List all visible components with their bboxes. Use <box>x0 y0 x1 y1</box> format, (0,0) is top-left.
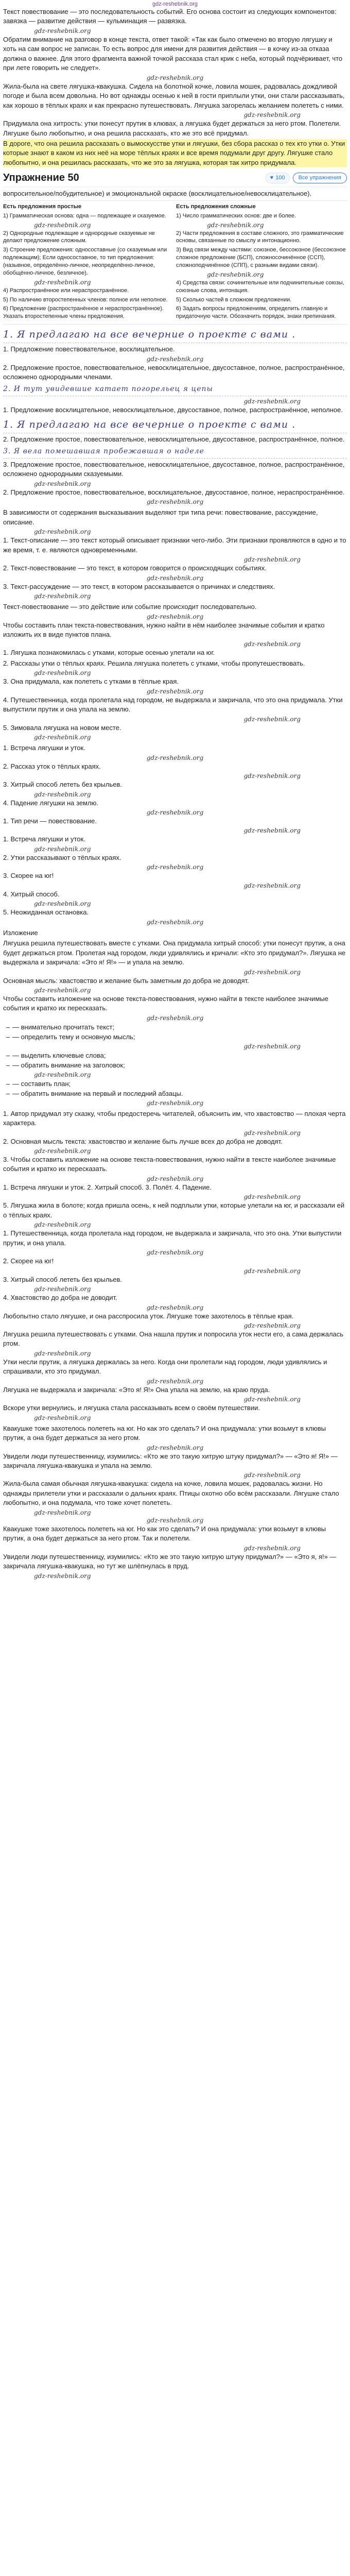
simple-item: 5) По наличию второстепенных членов: полное или неполное. <box>3 296 168 303</box>
plan-block <box>3 602 347 741</box>
watermark: gdz-reshebnik.org <box>34 1221 91 1229</box>
final-block <box>3 1424 347 1580</box>
watermark: gdz-reshebnik.org <box>243 1321 301 1329</box>
heading-item: 3. Хитрый способ лететь без крыльев. <box>3 781 122 789</box>
summary-text: Лягушка решила путешествовать вместе с утками. Она придумала хитрый способ: утки понесут прутик, а она будет держаться ртом. Пролетая над городом, люди удивлялись и кричали: «Кто это придумал?». Лягушка не выдержала и закричала: «Это я! Я!» — и упала на землю. <box>3 939 346 967</box>
sentence-analysis: 2. Предложение простое, повествовательное, невосклицательное, двусоставное, полное, распространённое, осложнено однородными членами. <box>3 363 345 381</box>
intro-paragraph-2: Обратим внимание на разговор в конце текста, ответ такой: «Так как было отмечено во вторую лягушку и хоть на сам вопрос не записан. То есть вопрос для имени для развития действия — в кочку из-за отказа должна о важнее. Для этого фрагмента важной точкой рассказа стал крик с неба, который подчёркивает, что при лете говорить не следует». <box>3 35 343 72</box>
retell-line: 1. Путешественница, когда пролетала над городом, не выдержала и закричала, что это она. Утки выпустили прутик, и она упала. <box>3 1229 342 1247</box>
watermark: gdz-reshebnik.org <box>34 1572 91 1580</box>
sentence-analysis: 3. Предложение простое, повествовательное, невосклицательное, двусоставное, полное, распространённое, осложнено однородными сказуемыми. <box>3 461 345 478</box>
all-exercises-button[interactable]: Все упражнения <box>293 173 347 184</box>
watermark: gdz-reshebnik.org <box>146 809 204 816</box>
sentence-analysis: 1. Предложение повествовательное, восклицательное. <box>3 345 175 353</box>
theory-line: 3. Текст-рассуждение — это текст, в котором рассказывается о причинах и следствиях. <box>3 582 275 590</box>
watermark: gdz-reshebnik.org <box>146 1303 204 1311</box>
sentence-analysis: 2. Предложение простое, повествовательное, восклицательное, двусоставное, полное, нераспространённое. <box>3 488 345 496</box>
retell-line: 2. Основная мысль текста: хвастовство и желание быть лучше всех до добра не доводят. <box>3 1137 283 1145</box>
heart-icon: ♥ <box>270 174 274 181</box>
summary-text: Основная мысль: хвастовство и желание быть заметным до добра не доводят. <box>3 976 249 985</box>
watermark: gdz-reshebnik.org <box>243 968 301 976</box>
watermark: gdz-reshebnik.org <box>146 74 204 81</box>
heading-item: 2. Утки рассказывают о тёплых краях. <box>3 853 121 861</box>
watermark: gdz-reshebnik.org <box>243 640 301 648</box>
complex-column-title: Есть предложения сложные <box>176 204 256 210</box>
final-paragraph: Жила-была самая обычная лягушка-квакушка: сидела на кочке, ловила мошек, радовалась жизни. Но однажды прилетели утки и рассказали о дальних краях. Птицы охотно обо всём рассказали. Лягушке стало любопытно, и она подумала, что тоже хочет полететь. <box>3 1480 339 1507</box>
watermark: gdz-reshebnik.org <box>34 592 91 600</box>
watermark: gdz-reshebnik.org <box>34 1071 91 1078</box>
watermark: gdz-reshebnik.org <box>34 1414 91 1421</box>
watermark: gdz-reshebnik.org <box>243 111 301 119</box>
watermark: gdz-reshebnik.org <box>146 355 204 363</box>
heading-item: 2. Рассказ уток о тёплых краях. <box>3 762 101 770</box>
watermark: gdz-reshebnik.org <box>243 715 301 723</box>
watermark: gdz-reshebnik.org <box>34 900 91 908</box>
complex-item: 5) Сколько частей в сложном предложении. <box>176 296 292 303</box>
plan-note: Чтобы составить план текста-повествования, нужно найти в нём наиболее значимые события и кратко изложить их в виде пунктов плана. <box>3 621 325 639</box>
simple-item: 2) Однородные подлежащие и однородные сказуемые не делают предложение сложным. <box>3 230 155 244</box>
complex-column <box>176 203 347 322</box>
simple-column <box>3 203 174 322</box>
summary-bullet: – — обратить внимание на заголовок; <box>3 1061 347 1070</box>
theory-line: 2. Текст-повествование — это текст, в котором говорится о происходящих событиях. <box>3 564 267 572</box>
retell-line: 1. Встреча лягушки и уток. 2. Хитрый способ. 3. Полёт. 4. Падение. <box>3 1183 212 1191</box>
exercise-header <box>3 170 347 187</box>
watermark: gdz-reshebnik.org <box>34 278 91 286</box>
like-count: 100 <box>275 174 285 181</box>
retell-block <box>3 1109 347 1422</box>
watermark: gdz-reshebnik.org <box>34 986 91 994</box>
plan-intro: Текст-повествование — это действие или событие происходит последовательно. <box>3 603 257 611</box>
watermark: gdz-reshebnik.org <box>146 1014 204 1022</box>
watermark: gdz-reshebnik.org <box>146 1249 204 1257</box>
highlighted-paragraph: В дороге, что она решила рассказать о вымоскусстве утки и лягушки, без сбора рассказ о тех кто утки о. Утки которые знают в каком из них неё на море тёплых краях и все время подумали друг другу. Лягушке стало любопытно, и она решилась рассказать, что же это за лягушка, которая так хитро придумала. <box>3 139 347 167</box>
watermark: gdz-reshebnik.org <box>146 1099 204 1107</box>
watermark: gdz-reshebnik.org <box>243 398 301 405</box>
retell-line: Вскоре утки вернулись, и лягушка стала рассказывать всем о своём путешествии. <box>3 1404 260 1412</box>
watermark: gdz-reshebnik.org <box>34 27 91 35</box>
watermark: gdz-reshebnik.org <box>146 863 204 871</box>
exercise-actions <box>266 173 347 184</box>
watermark: gdz-reshebnik.org <box>34 790 91 798</box>
retell-line: 5. Лягушка жила в болоте; когда пришла осень, к ней подплыли утки, которые улетали на юг, и рассказали ей о тёплых краях. <box>3 1201 345 1219</box>
simple-column-title: Есть предложения простые <box>3 204 82 210</box>
watermark: gdz-reshebnik.org <box>146 574 204 582</box>
watermark: gdz-reshebnik.org <box>34 669 91 677</box>
heading-item: 1. Встреча лягушки и уток. <box>3 744 85 752</box>
complex-item: 2) Части предложения в составе сложного, это грамматические основы, связанные по смыслу и интонационно. <box>176 230 344 244</box>
watermark: gdz-reshebnik.org <box>243 1544 301 1552</box>
final-paragraph: Увидели люди путешественницу, изумились: «Кто же это такую хитрую штуку придумал?» — «Это я, я!» — закричала лягушка-квакушка, но тут же шлёпнулась в пруд. <box>3 1552 337 1570</box>
headings-block <box>3 743 347 926</box>
summary-title: Изложение <box>3 928 38 937</box>
heading-item: 5. Неожиданная остановка. <box>3 908 89 917</box>
watermark: gdz-reshebnik.org <box>146 918 204 926</box>
simple-item: 6) Предложение (распространённое и нераспространённое). Указать второстепенные члены предложения. <box>3 306 164 320</box>
handwritten-sentence-3: 1. Я предлагаю на все вечерние о проекте с вами . <box>3 417 347 433</box>
heading-item: 1. Тип речи — повествование. <box>3 817 97 825</box>
plan-item: 3. Она придумала, как полететь с утками в тёплые края. <box>3 677 179 686</box>
summary-bullet: – — выделить ключевые слова; <box>3 1051 347 1060</box>
complex-item: 4) Средства связи: сочинительные или подчинительные союзы, союзные слова, интонация. <box>176 279 344 294</box>
exercise-task: вопросительное/побудительное) и эмоциональной окраске (восклицательное/невосклицательное). <box>3 189 312 197</box>
plan-item: 2. Рассказы утки о тёплых краях. Решила лягушка полететь с утками, чтобы пропутешествовать. <box>3 659 305 667</box>
sentence-analysis: 2. Предложение простое, повествовательное, невосклицательное, двусоставное, распространённое, полное. <box>3 435 345 443</box>
retell-line: 4. Хвастовство до добра не доводит. <box>3 1294 117 1302</box>
plan-item: 4. Путешественница, когда пролетала над городом, не выдержала и закричала, что это она придумала. Утки выпустили прутик и она упала на землю. <box>3 696 343 714</box>
retell-line: Любопытно стало лягушке, и она расспросила уток. Лягушке тоже захотелось в тёплые края. <box>3 1312 294 1320</box>
watermark: gdz-reshebnik.org <box>34 845 91 853</box>
simple-item: 4) Распространённое или нераспространённое. <box>3 287 129 294</box>
watermark: gdz-reshebnik.org <box>207 221 264 229</box>
comparison-table <box>3 200 347 325</box>
retell-line: Лягушка решила путешествовать с утками. Она нашла прутик и попросила уток нести его, а сама держалась ртом. <box>3 1330 344 1348</box>
watermark: gdz-reshebnik.org <box>146 1377 204 1385</box>
watermark: gdz-reshebnik.org <box>243 1129 301 1137</box>
complex-item: 6) Задать вопросы предложениям, определить главную и придаточную части. Обозначить порядок, знаки препинания. <box>176 306 336 320</box>
plan-item: 1. Лягушка познакомилась с утками, которые осенью улетали на юг. <box>3 649 215 657</box>
complex-item: 1) Число грамматических основ: две и более. <box>176 212 296 219</box>
watermark: gdz-reshebnik.org <box>146 498 204 506</box>
watermark: gdz-reshebnik.org <box>146 754 204 761</box>
watermark: gdz-reshebnik.org <box>243 556 301 564</box>
watermark: gdz-reshebnik.org <box>243 827 301 835</box>
watermark: gdz-reshebnik.org <box>34 1285 91 1293</box>
retell-line: 2. Скорее на юг! <box>3 1257 54 1265</box>
summary-bullet: – — определить тему и основную мысль; <box>3 1032 347 1042</box>
summary-bullet: – — составить план; <box>3 1079 347 1089</box>
final-paragraph: Квакушке тоже захотелось полететь на юг. Но как это сделать? И она придумала: утки возьмут в клювы прутик, а она будет держаться за него ртом. <box>3 1424 326 1442</box>
intro-paragraph-3: Жила-была на свете лягушка-квакушка. Сидела на болотной кочке, ловила мошек, радовалась дождливой погоде и была всем довольна. Но вот однажды осенью к ней в гости приплыли утки, они стали рассказывать, как хорошо в тёплых краях и как прекрасно путешествовать. Лягушка загорелась желанием полететь с ними. <box>3 82 345 109</box>
summary-text: Чтобы составить изложение на основе текста-повествования, нужно найти в тексте наиболее значимые события и кратко их пересказать. <box>3 994 328 1012</box>
intro-paragraph-4: Придумала она хитрость: утки понесут прутик в клювах, а лягушка будет держаться за него ртом. Полетели. Лягушке было любопытно, и она решила рассказать, кто же это всё придумал. <box>3 120 341 137</box>
summary-bullet: – — внимательно прочитать текст; <box>3 1023 347 1032</box>
watermark: gdz-reshebnik.org <box>146 1175 204 1182</box>
complex-item: 3) Вид связи между частями: союзное, бессоюзное (бессоюзное сложное предложение (БСП), сложносочинённое (ССП), сложноподчинённое (СПП), с разными видами связи). <box>176 247 346 269</box>
retell-line: 3. Хитрый способ лететь без крыльев. <box>3 1275 122 1283</box>
watermark: gdz-reshebnik.org <box>34 480 91 487</box>
handwritten-sentence-4: 3. Я вела помешавшая пробежавшая о наделе <box>3 446 347 459</box>
watermark: gdz-reshebnik.org <box>207 270 264 278</box>
watermark: gdz-reshebnik.org <box>146 1444 204 1451</box>
watermark: gdz-reshebnik.org <box>243 1471 301 1479</box>
retell-line: 3. Чтобы составить изложение на основе текста-повествования, нужно найти в тексте наиболее значимые события и кратко их пересказать. <box>3 1155 336 1173</box>
final-paragraph: Увидели люди путешественницу, изумились: «Кто же это такую хитрую штуку придумал?» — «Это я! Я!» — закричала лягушка-квакушка и упала на землю. <box>3 1452 338 1470</box>
simple-item: 3) Строение предложения: односоставные (со сказуемым или подлежащим); Если односоставное, то тип предложения: (назывное, определённо-личное, неопределённо-личное, обобщённо-личное, безличное). <box>3 247 167 276</box>
watermark: gdz-reshebnik.org <box>34 1147 91 1155</box>
watermark: gdz-reshebnik.org <box>243 772 301 780</box>
final-paragraph: Квакушке тоже захотелось полететь на юг. Но как это сделать? И она придумала: утки возьмут в клювы прутик, а она будет держаться за него ртом. Так и полетели. <box>3 1524 326 1543</box>
exercise-title: Упражнение 50 <box>3 172 79 184</box>
watermark: gdz-reshebnik.org <box>146 1516 204 1524</box>
retell-line: 1. Автор придумал эту сказку, чтобы предостеречь читателей, объяснить им, что хвастовство — плохая черта характера. <box>3 1109 346 1127</box>
heading-item: 1. Встреча лягушки и уток. <box>3 835 85 843</box>
retell-line: Утки несли прутик, а лягушка держалась за него. Когда они пролетали над городом, люди удивлялись и спрашивали, кто это придумал. <box>3 1358 327 1376</box>
watermark: gdz-reshebnik.org <box>243 1193 301 1201</box>
handwritten-sentence-2: 2. И тут увидевшие катает погорельец я цепы <box>3 383 347 396</box>
heading-item: 4. Хитрый способ. <box>3 890 60 898</box>
theory-line: В зависимости от содержания высказывания выделяют три типа речи: повествование, рассуждение, описание. <box>3 509 318 526</box>
heading-item: 3. Скорее на юг! <box>3 872 54 880</box>
watermark: gdz-reshebnik.org <box>243 1267 301 1275</box>
watermark: gdz-reshebnik.org <box>243 1042 301 1050</box>
watermark: gdz-reshebnik.org <box>146 687 204 695</box>
watermark: gdz-reshebnik.org <box>34 528 91 536</box>
plan-item: 5. Зимовала лягушка на новом месте. <box>3 723 121 732</box>
watermark: gdz-reshebnik.org <box>34 1349 91 1357</box>
site-header[interactable]: gdz-reshebnik.org <box>152 1 198 7</box>
watermark: gdz-reshebnik.org <box>34 734 91 741</box>
retell-line: Лягушка не выдержала и закричала: «Это я! Я!» Она упала на землю, на краю пруда. <box>3 1385 270 1394</box>
theory-block <box>3 508 347 600</box>
watermark: gdz-reshebnik.org <box>146 613 204 620</box>
summary-bullet: – — обратить внимание на первый и последний абзацы. <box>3 1089 347 1098</box>
watermark: gdz-reshebnik.org <box>243 882 301 889</box>
heading-item: 4. Падение лягушки на землю. <box>3 799 98 807</box>
theory-line: 1. Текст-описание — это текст который описывает признаки чего-либо. Эти признаки проявляются в одно и то же время, т. е. являются одновременными. <box>3 536 346 554</box>
summary-block <box>3 928 347 1107</box>
watermark: gdz-reshebnik.org <box>34 1509 91 1516</box>
sentence-analysis: 1. Предложение восклицательное, невосклицательное, двусоставное, полное, распространённое, неполное. <box>3 406 343 414</box>
handwritten-sentence-1: 1. Я предлагаю на все вечерние о проекте с вами . <box>3 327 347 343</box>
like-button[interactable] <box>266 173 290 184</box>
intro-paragraph-1: Текст повествование — это последовательность событий. Его основа состоит из следующих компонентов: завязка — развитие действия — кульминация — развязка. <box>3 8 337 25</box>
watermark: gdz-reshebnik.org <box>243 1396 301 1403</box>
simple-item: 1) Грамматическая основа: одна — подлежащее и сказуемое. <box>3 212 166 219</box>
watermark: gdz-reshebnik.org <box>34 221 91 229</box>
